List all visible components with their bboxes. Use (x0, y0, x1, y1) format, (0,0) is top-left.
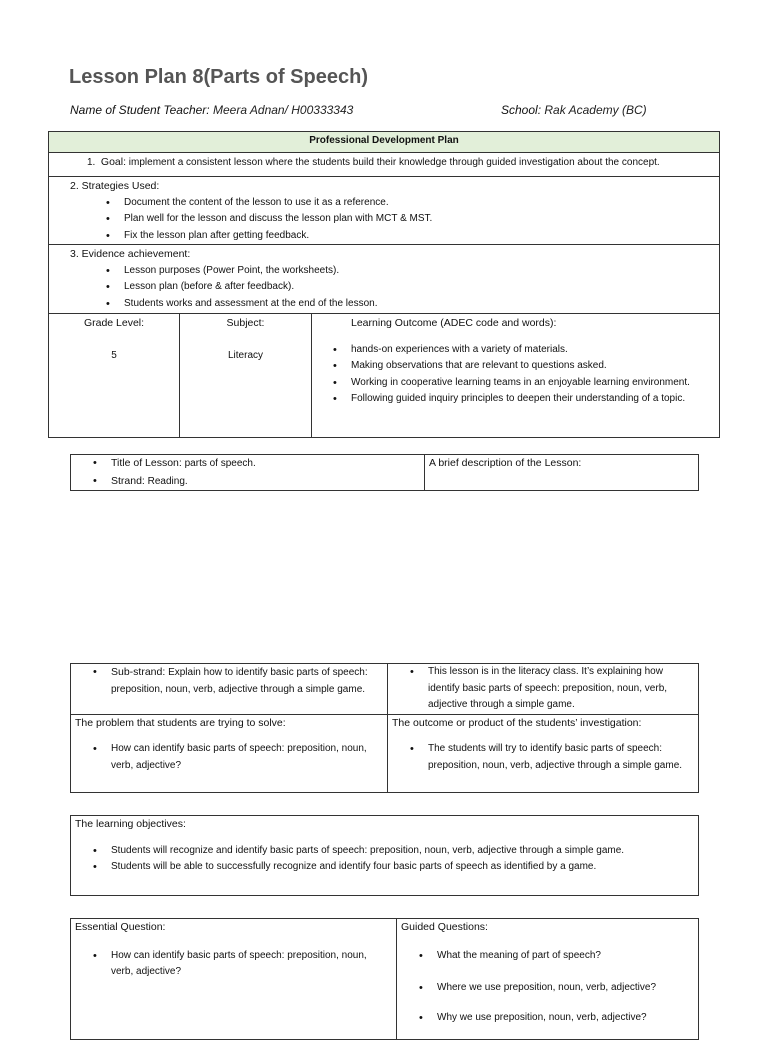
investigation-outcome-cell (388, 714, 699, 792)
evidence-list (124, 263, 719, 313)
school-label: School: (501, 103, 542, 117)
lesson-info-table (70, 454, 699, 491)
learning-outcome-cell (312, 314, 720, 438)
list-item: • Working in cooperative learning teams in an enjoyable learning environment. (351, 375, 719, 392)
list-item: • Students will recognize and identify basic parts of speech: preposition, noun, verb, adjective through a simple game. (111, 843, 698, 860)
lesson-summary-cell (388, 664, 699, 715)
goal-label: Goal: (100, 156, 127, 168)
evidence-row (49, 245, 720, 314)
objectives-cell (71, 816, 699, 896)
school-line (501, 103, 647, 117)
list-item: • Fix the lesson plan after getting feedback. (124, 228, 719, 245)
strand-value: Reading. (147, 475, 188, 487)
list-item (111, 455, 424, 473)
objectives-label: The learning objectives: (75, 818, 186, 830)
strategies-row (49, 177, 720, 245)
substrand-label: Sub-strand: (111, 666, 166, 678)
list-item: • Making observations that are relevant to questions asked. (351, 358, 719, 375)
subject-label: Subject: (226, 317, 265, 329)
subject-value: Literacy (227, 349, 263, 361)
grade-value: 5 (111, 349, 117, 361)
pdp-table (48, 131, 720, 438)
investigation-outcome-list (428, 741, 690, 774)
essential-question-cell (71, 919, 397, 1040)
substrand-cell (71, 664, 388, 715)
strand-label: Strand: (111, 474, 145, 487)
questions-table (70, 918, 699, 1040)
list-item: • This lesson is in the literacy class. It’s explaining how identify basic parts of speech: preposition, noun, verb, adjective through a simple game. (428, 664, 690, 714)
essential-question-list (111, 948, 388, 981)
list-item: • Students will be able to successfully recognize and identify four basic parts of speech as identified by a game. (111, 859, 698, 876)
list-item (111, 473, 424, 491)
evidence-label: 3. Evidence achievement: (70, 248, 191, 260)
list-item: • How can identify basic parts of speech: preposition, noun, verb, adjective? (111, 948, 388, 981)
goal-row (49, 153, 720, 177)
substrand-text: Explain how to identify basic parts of speech: preposition, noun, verb, adjective through a simple game. (111, 667, 368, 695)
problem-label: The problem that students are trying to solve: (75, 716, 286, 729)
list-item: • What the meaning of part of speech? (437, 948, 698, 965)
school-value: Rak Academy (BC) (544, 103, 647, 117)
strategies-list (124, 195, 719, 245)
strategies-label: 2. Strategies Used: (70, 180, 160, 192)
lesson-description-label: A brief description of the Lesson: (429, 457, 582, 469)
objectives-table (70, 815, 699, 896)
lesson-description-cell (425, 455, 699, 491)
learning-outcome-list (351, 342, 719, 408)
list-item: • Document the content of the lesson to use it as a reference. (124, 195, 719, 212)
list-item: • Plan well for the lesson and discuss the lesson plan with MCT & MST. (124, 211, 719, 228)
investigation-outcome-label: The outcome or product of the students’ investigation: (392, 716, 642, 729)
list-item: • Lesson purposes (Power Point, the worksheets). (124, 263, 719, 280)
lesson-summary-list (428, 664, 690, 714)
guided-questions-cell (397, 919, 699, 1040)
essential-question-label: Essential Question: (75, 921, 166, 933)
list-item: • The students will try to identify basic parts of speech: preposition, noun, verb, adjective through a simple game. (428, 741, 690, 774)
list-item: • Where we use preposition, noun, verb, adjective? (437, 980, 698, 997)
substrand-list (111, 664, 387, 698)
teacher-line (70, 103, 353, 117)
pdp-header (49, 132, 720, 153)
document-title: Lesson Plan 8(Parts of Speech) (69, 66, 368, 88)
list-item: • Following guided inquiry principles to deepen their understanding of a topic. (351, 391, 719, 408)
goal-num: 1. (87, 157, 96, 168)
list-item: • How can identify basic parts of speech: preposition, noun, verb, adjective? (111, 741, 387, 774)
objectives-list (111, 843, 698, 876)
lesson-info-list (111, 455, 424, 490)
problem-list (111, 741, 387, 774)
problem-cell (71, 714, 388, 792)
lesson-info-cell (71, 455, 425, 491)
lesson-title-value: parts of speech. (184, 458, 256, 469)
list-item (111, 664, 387, 698)
guided-questions-list (437, 948, 698, 1027)
subject-cell (180, 314, 312, 438)
list-item: • Students works and assessment at the end of the lesson. (124, 296, 719, 313)
pdp-header-text: Professional Development Plan (309, 135, 459, 146)
grade-label: Grade Level: (83, 317, 145, 329)
list-item: • hands-on experiences with a variety of materials. (351, 342, 719, 359)
teacher-label: Name of Student Teacher: (70, 103, 210, 117)
grade-cell (49, 314, 180, 438)
list-item: • Lesson plan (before & after feedback). (124, 279, 719, 296)
substrand-table (70, 663, 699, 793)
guided-questions-label: Guided Questions: (401, 921, 488, 933)
lesson-title-label: Title of Lesson: (111, 457, 182, 469)
goal-text: implement a consistent lesson where the students build their knowledge through guided investigation about the concept. (128, 157, 660, 168)
list-item: • Why we use preposition, noun, verb, adjective? (437, 1010, 698, 1027)
teacher-value: Meera Adnan/ H00333343 (212, 103, 354, 117)
learning-outcome-label: Learning Outcome (ADEC code and words): (351, 317, 557, 329)
